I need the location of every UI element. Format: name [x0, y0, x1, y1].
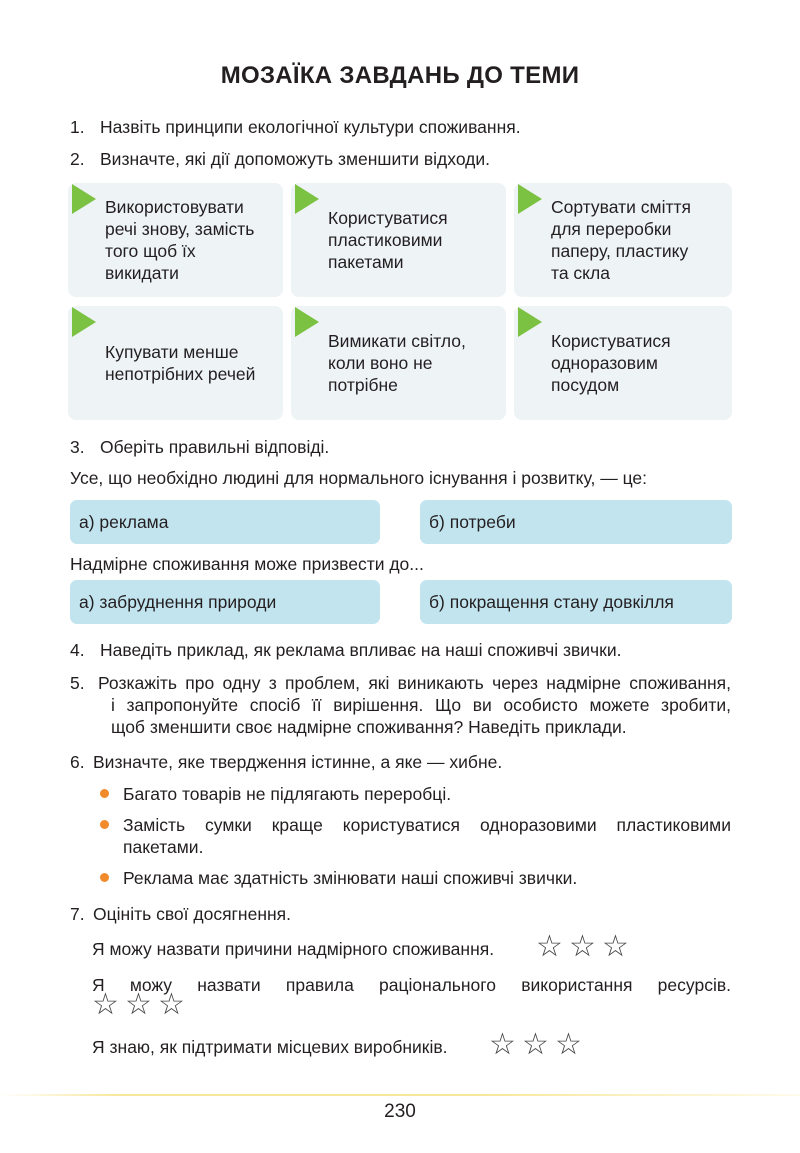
task-7 — [70, 903, 291, 925]
question-1-text: Усе, що необхідно людині для нормального існування і розвитку, — це: — [70, 468, 647, 488]
card-text: Сортувати сміття для переробки паперу, пластику та скла — [551, 197, 691, 283]
card-text: Використовувати речі знову, замість того щоб їх викидати — [105, 197, 255, 283]
task-text: Визначте, які дії допоможуть зменшити відходи. — [100, 149, 491, 169]
triangle-marker-icon — [72, 307, 96, 337]
task-number: 6. — [70, 752, 85, 772]
card-text: Користуватися пластиковими пакетами — [328, 208, 448, 272]
statement: пакетами. — [123, 837, 204, 857]
task-number: 5. — [70, 673, 85, 693]
question-2-text: Надмірне споживання може призвести до... — [70, 554, 424, 574]
star-icon[interactable]: ☆ — [92, 988, 119, 1021]
task-text: Оберіть правильні відповіді. — [100, 437, 330, 457]
statement: Реклама має здатність змінювати наші споживчі звички. — [123, 868, 578, 888]
action-card — [291, 183, 506, 297]
star-icon[interactable]: ☆ — [536, 930, 563, 963]
bullet-icon — [100, 789, 109, 798]
task-text: Визначте, яке твердження істинне, а яке — хибне. — [93, 752, 503, 772]
task-5-line: Розкажіть про одну з проблем, які виникають через надмірне споживання, — [98, 673, 731, 693]
task-5-line: і запропонуйте спосіб її вирішення. Що ви особисто можете зробити, — [111, 695, 731, 715]
assessment-c: Я знаю, як підтримати місцевих виробників. — [92, 1037, 448, 1057]
star-icon[interactable]: ☆ — [489, 1028, 516, 1061]
task-number: 3. — [70, 437, 85, 457]
triangle-marker-icon — [295, 184, 319, 214]
task-2 — [70, 148, 490, 170]
card-text: Користуватися одноразовим посудом — [551, 331, 671, 395]
star-icon[interactable]: ☆ — [522, 1028, 549, 1061]
option-a[interactable]: а) забруднення природи — [70, 580, 380, 624]
task-1 — [70, 116, 521, 138]
action-card — [68, 183, 283, 297]
task-text: Наведіть приклад, як реклама впливає на наші споживчі звички. — [100, 640, 622, 660]
star-icon[interactable]: ☆ — [569, 930, 596, 963]
task-number: 4. — [70, 640, 85, 660]
action-card — [514, 183, 732, 297]
action-card — [68, 306, 283, 420]
star-icon[interactable]: ☆ — [158, 988, 185, 1021]
star-icon[interactable]: ☆ — [602, 930, 629, 963]
assessment-a: Я можу назвати причини надмірного споживання. — [92, 939, 495, 959]
action-card — [514, 306, 732, 420]
option-b[interactable]: б) покращення стану довкілля — [420, 580, 732, 624]
task-number: 1. — [70, 117, 85, 137]
card-text: Вимикати світло, коли воно не потрібне — [328, 331, 466, 395]
task-3 — [70, 436, 329, 458]
triangle-marker-icon — [72, 184, 96, 214]
page-title: МОЗАЇКА ЗАВДАНЬ ДО ТЕМИ — [220, 62, 580, 89]
option-a[interactable]: а) реклама — [70, 500, 380, 544]
task-5-line: щоб зменшити своє надмірне споживання? Наведіть приклади. — [111, 717, 627, 737]
star-icon[interactable]: ☆ — [125, 988, 152, 1021]
page-number: 230 — [384, 1101, 416, 1122]
option-b[interactable]: б) потреби — [420, 500, 732, 544]
bullet-icon — [100, 873, 109, 882]
task-text: Оцініть свої досягнення. — [93, 904, 291, 924]
assessment-b: Я можу назвати правила раціонального використання ресурсів. — [92, 975, 731, 995]
task-4 — [70, 639, 621, 661]
triangle-marker-icon — [518, 307, 542, 337]
task-number: 7. — [70, 904, 85, 924]
statement: Замість сумки краще користуватися одноразовими пластиковими — [123, 815, 731, 835]
bullet-icon — [100, 820, 109, 829]
triangle-marker-icon — [295, 307, 319, 337]
task-text: Назвіть принципи екологічної культури споживання. — [100, 117, 521, 137]
footer-divider — [0, 1094, 800, 1096]
card-text: Купувати менше непотрібних речей — [105, 342, 256, 384]
task-number: 2. — [70, 149, 85, 169]
star-icon[interactable]: ☆ — [555, 1028, 582, 1061]
task-6 — [70, 751, 502, 773]
statement: Багато товарів не підлягають переробці. — [123, 784, 452, 804]
action-card — [291, 306, 506, 420]
triangle-marker-icon — [518, 184, 542, 214]
